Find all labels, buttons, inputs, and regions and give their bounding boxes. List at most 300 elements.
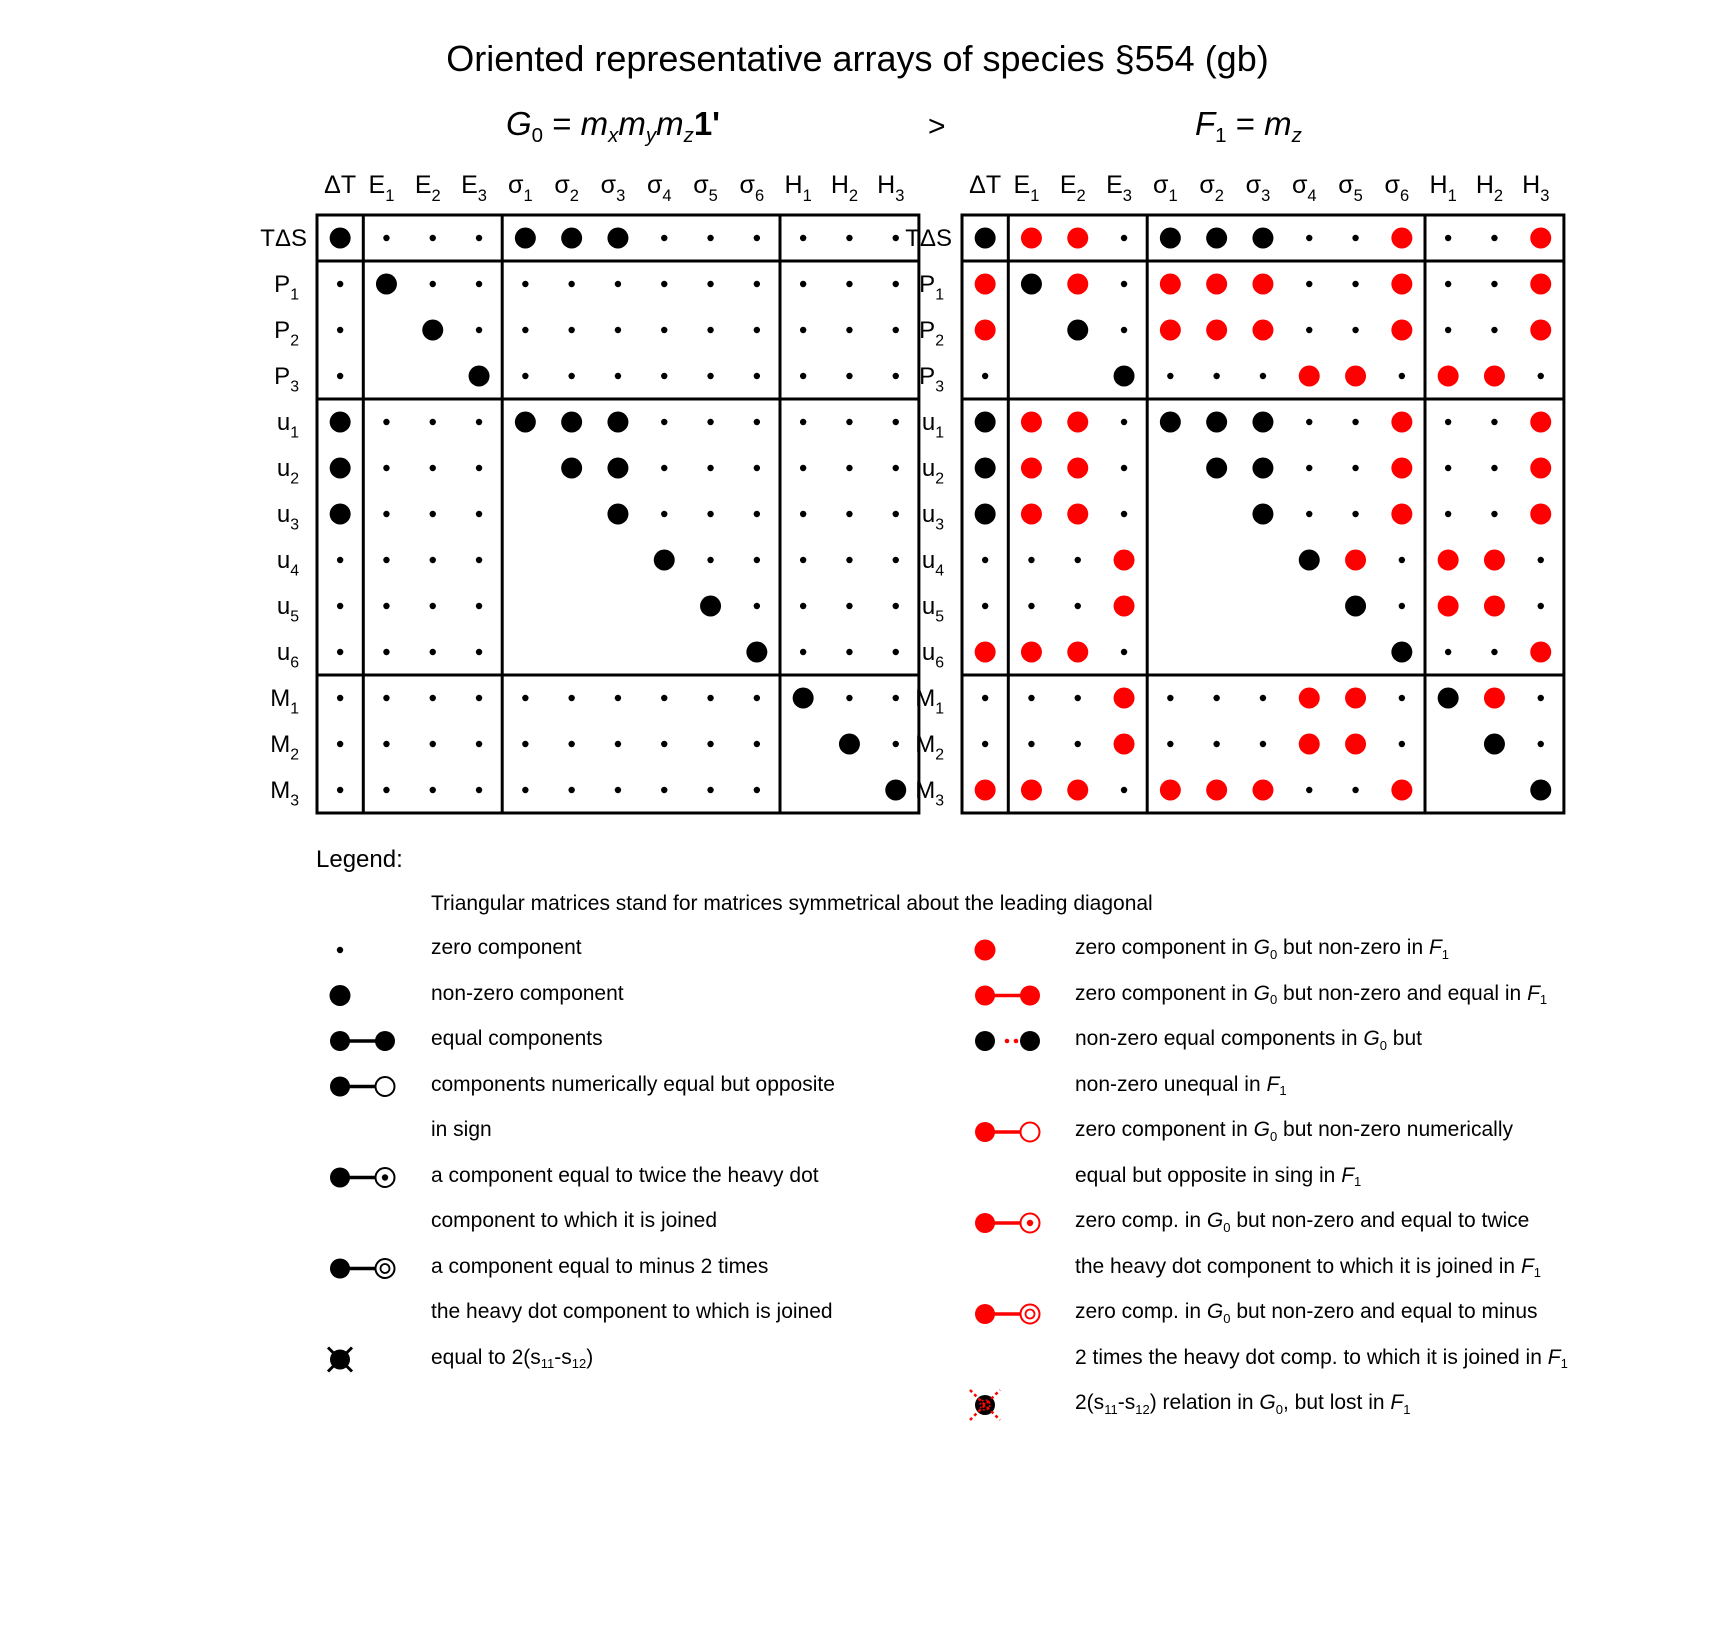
zero-component-dot bbox=[707, 787, 713, 793]
f1-col-header: $H_3$ bbox=[1522, 171, 1550, 205]
f1-row-header: $M_3$ bbox=[915, 777, 944, 810]
g0-col-header: $H_1$ bbox=[784, 171, 812, 205]
zero-component-dot bbox=[383, 787, 389, 793]
red-component-dot bbox=[1484, 366, 1505, 387]
red-component-dot bbox=[1252, 780, 1273, 801]
zero-component-dot bbox=[661, 373, 667, 379]
non-zero-component-dot bbox=[1252, 504, 1273, 525]
red-component-dot bbox=[1391, 320, 1412, 341]
zero-component-dot bbox=[754, 603, 760, 609]
non-zero-component-dot bbox=[1206, 228, 1227, 249]
zero-component-dot bbox=[800, 511, 806, 517]
right-legend-item-text: the heavy dot component to which it is joined in $F_1$ bbox=[1075, 1254, 1542, 1281]
non-zero-component-dot bbox=[700, 596, 721, 617]
non-zero-component-dot bbox=[839, 734, 860, 755]
zero-component-dot bbox=[754, 557, 760, 563]
red-dot-icon bbox=[975, 940, 996, 961]
zero-component-dot bbox=[476, 235, 482, 241]
red-component-dot bbox=[1021, 780, 1042, 801]
zero-component-dot bbox=[1538, 603, 1544, 609]
left-legend-item-text: in sign bbox=[431, 1118, 492, 1141]
zero-component-dot bbox=[1306, 327, 1312, 333]
non-zero-component-dot bbox=[1160, 228, 1181, 249]
zero-component-dot bbox=[800, 465, 806, 471]
zero-component-dot bbox=[383, 511, 389, 517]
legend-label: Legend: bbox=[316, 846, 403, 873]
right-legend-item-text: zero comp. in $G_0$ but non-zero and equal to twice bbox=[1075, 1209, 1530, 1235]
f1-col-header: $H_2$ bbox=[1475, 171, 1504, 205]
zero-component-dot bbox=[661, 465, 667, 471]
zero-component-dot bbox=[1306, 511, 1312, 517]
non-zero-component-dot bbox=[330, 504, 351, 525]
zero-component-dot bbox=[337, 695, 343, 701]
zero-component-dot bbox=[893, 281, 899, 287]
red-component-dot bbox=[1438, 596, 1459, 617]
f1-col-header: $\sigma_3$ bbox=[1245, 171, 1271, 205]
zero-component-dot bbox=[707, 465, 713, 471]
red-component-dot bbox=[1067, 274, 1088, 295]
non-zero-component-dot bbox=[975, 504, 996, 525]
non-zero-component-dot bbox=[1391, 642, 1412, 663]
zero-component-dot bbox=[383, 419, 389, 425]
black-dotted-pair-icon bbox=[975, 1031, 1040, 1051]
red-component-dot bbox=[1391, 274, 1412, 295]
zero-component-dot bbox=[893, 695, 899, 701]
g0-col-header: $E_1$ bbox=[368, 171, 395, 205]
zero-component-dot bbox=[476, 419, 482, 425]
f1-row-header: $P_1$ bbox=[919, 271, 944, 304]
zero-component-dot bbox=[661, 235, 667, 241]
non-zero-component-dot bbox=[654, 550, 675, 571]
non-zero-component-dot bbox=[607, 504, 628, 525]
zero-component-dot bbox=[1306, 419, 1312, 425]
zero-component-dot bbox=[383, 603, 389, 609]
g0-col-header: $E_2$ bbox=[414, 171, 441, 205]
red-component-dot bbox=[1021, 228, 1042, 249]
zero-component-dot bbox=[430, 649, 436, 655]
zero-component-dot bbox=[846, 281, 852, 287]
f1-row-header: $u_6$ bbox=[921, 639, 944, 672]
red-component-dot bbox=[1345, 688, 1366, 709]
zero-component-dot bbox=[1445, 327, 1451, 333]
zero-component-dot bbox=[800, 557, 806, 563]
zero-component-dot bbox=[1121, 281, 1127, 287]
non-zero-component-dot bbox=[1114, 366, 1135, 387]
red-component-dot bbox=[1345, 550, 1366, 571]
zero-component-dot bbox=[707, 327, 713, 333]
f1-row-header: $u_3$ bbox=[921, 501, 944, 534]
zero-component-dot bbox=[476, 465, 482, 471]
red-component-dot bbox=[1299, 688, 1320, 709]
legend-note: Triangular matrices stand for matrices symmetrical about the leading diagonal bbox=[431, 892, 1153, 915]
red-component-dot bbox=[1299, 366, 1320, 387]
zero-component-dot bbox=[1399, 603, 1405, 609]
non-zero-component-dot bbox=[607, 412, 628, 433]
zero-component-dot bbox=[1352, 235, 1358, 241]
zero-component-dot bbox=[707, 373, 713, 379]
non-zero-component-dot bbox=[1438, 688, 1459, 709]
group-relation-sign: > bbox=[928, 110, 946, 143]
zero-component-dot bbox=[476, 603, 482, 609]
zero-component-dot bbox=[1167, 741, 1173, 747]
red-component-dot bbox=[1114, 550, 1135, 571]
zero-component-dot bbox=[522, 787, 528, 793]
zero-component-dot bbox=[568, 787, 574, 793]
right-legend-item-text: equal but opposite in sing in $F_1$ bbox=[1075, 1163, 1362, 1190]
non-zero-component-dot bbox=[1345, 596, 1366, 617]
non-zero-component-dot bbox=[1021, 274, 1042, 295]
zero-component-dot bbox=[754, 465, 760, 471]
zero-component-dot bbox=[430, 419, 436, 425]
zero-component-dot bbox=[1399, 557, 1405, 563]
red-component-dot bbox=[1391, 780, 1412, 801]
red-component-dot bbox=[1160, 780, 1181, 801]
zero-component-dot bbox=[615, 281, 621, 287]
zero-component-dot bbox=[661, 741, 667, 747]
zero-component-dot bbox=[1352, 465, 1358, 471]
zero-component-dot bbox=[615, 787, 621, 793]
f1-col-header: $H_1$ bbox=[1429, 171, 1457, 205]
zero-component-dot bbox=[1167, 695, 1173, 701]
red-component-dot bbox=[1067, 458, 1088, 479]
zero-component-dot bbox=[522, 373, 528, 379]
red-component-dot bbox=[1345, 366, 1366, 387]
zero-component-dot bbox=[476, 281, 482, 287]
zero-component-dot bbox=[1445, 235, 1451, 241]
zero-component-dot bbox=[615, 741, 621, 747]
red-component-dot bbox=[1391, 228, 1412, 249]
non-zero-component-dot bbox=[376, 274, 397, 295]
zero-component-dot bbox=[1121, 235, 1127, 241]
non-zero-component-dot bbox=[1530, 780, 1551, 801]
red-component-dot bbox=[1021, 642, 1042, 663]
zero-component-dot bbox=[1399, 695, 1405, 701]
right-legend-item-text: zero component in $G_0$ but non-zero and equal in $F_1$ bbox=[1075, 981, 1548, 1008]
red-minus-two-pair-icon bbox=[975, 1304, 1040, 1324]
f1-col-header: $\sigma_4$ bbox=[1291, 171, 1317, 205]
g0-col-header: $H_3$ bbox=[877, 171, 905, 205]
zero-component-dot bbox=[846, 511, 852, 517]
zero-component-dot bbox=[707, 235, 713, 241]
zero-component-dot bbox=[430, 741, 436, 747]
red-equal-pair-icon bbox=[975, 986, 1040, 1006]
non-zero-component-dot bbox=[1252, 458, 1273, 479]
zero-component-dot bbox=[893, 557, 899, 563]
non-zero-component-dot bbox=[1252, 412, 1273, 433]
non-zero-component-dot bbox=[1206, 412, 1227, 433]
zero-component-dot bbox=[1028, 695, 1034, 701]
zero-component-dot bbox=[1352, 281, 1358, 287]
zero-component-dot bbox=[568, 741, 574, 747]
zero-component-dot bbox=[982, 695, 988, 701]
zero-component-dot bbox=[846, 465, 852, 471]
opposite-pair-icon bbox=[330, 1077, 395, 1097]
non-zero-component-dot bbox=[975, 228, 996, 249]
zero-component-dot bbox=[982, 557, 988, 563]
zero-component-dot bbox=[893, 327, 899, 333]
red-component-dot bbox=[1252, 274, 1273, 295]
red-component-dot bbox=[1530, 642, 1551, 663]
zero-component-dot bbox=[430, 465, 436, 471]
zero-component-dot bbox=[661, 787, 667, 793]
g0-col-header: $\sigma_5$ bbox=[693, 171, 718, 205]
zero-component-dot bbox=[1399, 741, 1405, 747]
non-zero-component-dot bbox=[515, 412, 536, 433]
zero-component-dot bbox=[1306, 235, 1312, 241]
zero-component-dot bbox=[337, 787, 343, 793]
red-component-dot bbox=[1206, 274, 1227, 295]
zero-component-dot bbox=[661, 419, 667, 425]
zero-component-dot bbox=[754, 327, 760, 333]
zero-component-dot bbox=[846, 373, 852, 379]
red-component-dot bbox=[1484, 688, 1505, 709]
left-legend-item-text: zero component bbox=[431, 936, 582, 959]
red-component-dot bbox=[1530, 320, 1551, 341]
zero-component-dot bbox=[754, 281, 760, 287]
non-zero-component-dot bbox=[515, 228, 536, 249]
g0-col-header: $\sigma_1$ bbox=[508, 171, 533, 205]
g0-col-header: $E_3$ bbox=[461, 171, 487, 205]
g0-row-header: $u_4$ bbox=[276, 547, 299, 580]
zero-component-dot bbox=[1306, 281, 1312, 287]
main-title: Oriented representative arrays of species §554 (gb) bbox=[446, 38, 1269, 79]
zero-component-dot bbox=[1075, 557, 1081, 563]
zero-component-dot bbox=[1306, 787, 1312, 793]
minus-two-pair-icon bbox=[330, 1259, 395, 1279]
zero-component-dot bbox=[1538, 373, 1544, 379]
red-component-dot bbox=[1114, 688, 1135, 709]
red-component-dot bbox=[1021, 412, 1042, 433]
left-legend-item-text: components numerically equal but opposite bbox=[431, 1072, 835, 1096]
red-component-dot bbox=[1206, 320, 1227, 341]
zero-component-dot bbox=[383, 235, 389, 241]
zero-component-dot bbox=[800, 373, 806, 379]
f1-col-header: $\sigma_1$ bbox=[1153, 171, 1178, 205]
left-legend-item-text: non-zero component bbox=[431, 981, 624, 1005]
red-component-dot bbox=[1067, 642, 1088, 663]
red-component-dot bbox=[1530, 412, 1551, 433]
zero-component-dot bbox=[1399, 373, 1405, 379]
zero-component-dot bbox=[1213, 741, 1219, 747]
zero-component-dot bbox=[846, 695, 852, 701]
zero-component-dot bbox=[846, 557, 852, 563]
twice-pair-icon bbox=[330, 1168, 395, 1188]
zero-component-dot bbox=[337, 557, 343, 563]
f1-row-header: $P_3$ bbox=[919, 363, 944, 396]
red-component-dot bbox=[1438, 550, 1459, 571]
g0-col-header: $H_2$ bbox=[830, 171, 859, 205]
non-zero-component-dot bbox=[422, 320, 443, 341]
matrix-g0 bbox=[260, 171, 919, 813]
zero-component-dot bbox=[754, 741, 760, 747]
zero-component-dot bbox=[1260, 695, 1266, 701]
left-legend-item-text: component to which it is joined bbox=[431, 1209, 717, 1232]
zero-component-dot bbox=[1213, 373, 1219, 379]
zero-component-dot bbox=[1075, 695, 1081, 701]
zero-component-dot bbox=[1491, 281, 1497, 287]
zero-component-dot bbox=[430, 511, 436, 517]
non-zero-component-dot bbox=[746, 642, 767, 663]
zero-component-dot bbox=[337, 327, 343, 333]
g0-row-header: $M_1$ bbox=[270, 685, 299, 718]
f1-col-header: $E_3$ bbox=[1106, 171, 1132, 205]
red-component-dot bbox=[1206, 780, 1227, 801]
zero-component-dot bbox=[337, 281, 343, 287]
zero-component-dot bbox=[383, 557, 389, 563]
red-component-dot bbox=[1391, 458, 1412, 479]
right-legend-item-text: zero comp. in $G_0$ but non-zero and equal to minus bbox=[1075, 1300, 1538, 1326]
zero-component-dot bbox=[1121, 327, 1127, 333]
zero-component-dot bbox=[1121, 649, 1127, 655]
non-zero-component-dot bbox=[1252, 228, 1273, 249]
non-zero-component-dot bbox=[330, 458, 351, 479]
zero-component-dot bbox=[430, 695, 436, 701]
zero-component-dot bbox=[982, 603, 988, 609]
f1-row-header: $P_2$ bbox=[919, 317, 944, 350]
zero-component-dot bbox=[982, 373, 988, 379]
g0-row-header: $u_5$ bbox=[276, 593, 299, 626]
zero-component-dot bbox=[1352, 327, 1358, 333]
zero-component-dot bbox=[1121, 787, 1127, 793]
non-zero-component-dot bbox=[469, 366, 490, 387]
f1-col-header: $E_1$ bbox=[1013, 171, 1040, 205]
red-component-dot bbox=[1067, 780, 1088, 801]
red-component-dot bbox=[1391, 412, 1412, 433]
red-component-dot bbox=[1160, 320, 1181, 341]
right-legend-item-text: 2 times the heavy dot comp. to which it is joined in $F_1$ bbox=[1075, 1345, 1568, 1372]
g0-col-header: $\sigma_6$ bbox=[739, 171, 765, 205]
zero-component-dot bbox=[800, 419, 806, 425]
zero-component-dot bbox=[800, 281, 806, 287]
f1-row-header: TΔS bbox=[905, 225, 952, 252]
f1-row-header: $M_1$ bbox=[915, 685, 944, 718]
small-dot-icon bbox=[337, 947, 343, 953]
non-zero-component-dot bbox=[330, 228, 351, 249]
zero-component-dot bbox=[846, 327, 852, 333]
zero-component-dot bbox=[1538, 557, 1544, 563]
zero-component-dot bbox=[476, 557, 482, 563]
zero-component-dot bbox=[846, 603, 852, 609]
red-component-dot bbox=[975, 642, 996, 663]
right-legend-item-text: non-zero unequal in $F_1$ bbox=[1075, 1072, 1287, 1099]
non-zero-component-dot bbox=[975, 458, 996, 479]
f1-col-header: $\sigma_5$ bbox=[1338, 171, 1363, 205]
red-component-dot bbox=[975, 780, 996, 801]
left-legend-item-text: a component equal to twice the heavy dot bbox=[431, 1163, 819, 1187]
zero-component-dot bbox=[893, 373, 899, 379]
zero-component-dot bbox=[1028, 741, 1034, 747]
red-component-dot bbox=[1530, 504, 1551, 525]
zero-component-dot bbox=[661, 281, 667, 287]
left-legend-item-text: equal components bbox=[431, 1027, 603, 1050]
zero-component-dot bbox=[337, 649, 343, 655]
red-component-dot bbox=[1299, 734, 1320, 755]
zero-component-dot bbox=[568, 695, 574, 701]
zero-component-dot bbox=[754, 787, 760, 793]
non-zero-component-dot bbox=[1160, 412, 1181, 433]
zero-component-dot bbox=[522, 695, 528, 701]
zero-component-dot bbox=[430, 603, 436, 609]
non-zero-component-dot bbox=[607, 228, 628, 249]
zero-component-dot bbox=[337, 603, 343, 609]
equal-pair-icon bbox=[330, 1031, 395, 1051]
f1-col-header: ΔT bbox=[969, 171, 1002, 199]
right-legend-item-text: zero component in $G_0$ but non-zero numerically bbox=[1075, 1118, 1513, 1144]
zero-component-dot bbox=[383, 649, 389, 655]
g0-col-header: ΔT bbox=[324, 171, 357, 199]
zero-component-dot bbox=[383, 741, 389, 747]
f1-col-header: $\sigma_6$ bbox=[1384, 171, 1410, 205]
zero-component-dot bbox=[383, 695, 389, 701]
zero-component-dot bbox=[754, 695, 760, 701]
zero-component-dot bbox=[800, 603, 806, 609]
non-zero-component-dot bbox=[561, 412, 582, 433]
zero-component-dot bbox=[707, 557, 713, 563]
zero-component-dot bbox=[1491, 235, 1497, 241]
zero-component-dot bbox=[430, 787, 436, 793]
zero-component-dot bbox=[800, 649, 806, 655]
zero-component-dot bbox=[615, 373, 621, 379]
zero-component-dot bbox=[1491, 327, 1497, 333]
zero-component-dot bbox=[476, 649, 482, 655]
right-legend-item-text: non-zero equal components in $G_0$ but bbox=[1075, 1027, 1422, 1053]
non-zero-component-dot bbox=[885, 780, 906, 801]
zero-component-dot bbox=[893, 465, 899, 471]
red-component-dot bbox=[1067, 412, 1088, 433]
zero-component-dot bbox=[707, 281, 713, 287]
zero-component-dot bbox=[1491, 511, 1497, 517]
big-dot-icon bbox=[330, 985, 351, 1006]
g0-row-header: $P_1$ bbox=[274, 271, 299, 304]
zero-component-dot bbox=[846, 419, 852, 425]
zero-component-dot bbox=[1121, 419, 1127, 425]
zero-component-dot bbox=[1538, 695, 1544, 701]
red-component-dot bbox=[1530, 228, 1551, 249]
zero-component-dot bbox=[893, 603, 899, 609]
zero-component-dot bbox=[476, 511, 482, 517]
non-zero-component-dot bbox=[1067, 320, 1088, 341]
zero-component-dot bbox=[615, 695, 621, 701]
non-zero-component-dot bbox=[561, 458, 582, 479]
zero-component-dot bbox=[476, 741, 482, 747]
zero-component-dot bbox=[476, 695, 482, 701]
red-crossed-dot-icon bbox=[970, 1390, 1000, 1420]
zero-component-dot bbox=[707, 511, 713, 517]
zero-component-dot bbox=[846, 235, 852, 241]
non-zero-component-dot bbox=[330, 412, 351, 433]
zero-component-dot bbox=[522, 741, 528, 747]
f1-row-header: $u_2$ bbox=[921, 455, 944, 488]
zero-component-dot bbox=[337, 373, 343, 379]
zero-component-dot bbox=[1260, 741, 1266, 747]
red-component-dot bbox=[1067, 228, 1088, 249]
g0-row-header: $M_3$ bbox=[270, 777, 299, 810]
zero-component-dot bbox=[754, 419, 760, 425]
zero-component-dot bbox=[661, 327, 667, 333]
zero-component-dot bbox=[1075, 603, 1081, 609]
red-component-dot bbox=[1484, 596, 1505, 617]
red-component-dot bbox=[1530, 274, 1551, 295]
zero-component-dot bbox=[1260, 373, 1266, 379]
zero-component-dot bbox=[707, 695, 713, 701]
red-component-dot bbox=[975, 274, 996, 295]
zero-component-dot bbox=[383, 465, 389, 471]
zero-component-dot bbox=[846, 649, 852, 655]
red-component-dot bbox=[1252, 320, 1273, 341]
right-legend-item-text: zero component in $G_0$ but non-zero in $F_1$ bbox=[1075, 936, 1450, 962]
g0-col-header: $\sigma_3$ bbox=[600, 171, 626, 205]
zero-component-dot bbox=[1491, 649, 1497, 655]
